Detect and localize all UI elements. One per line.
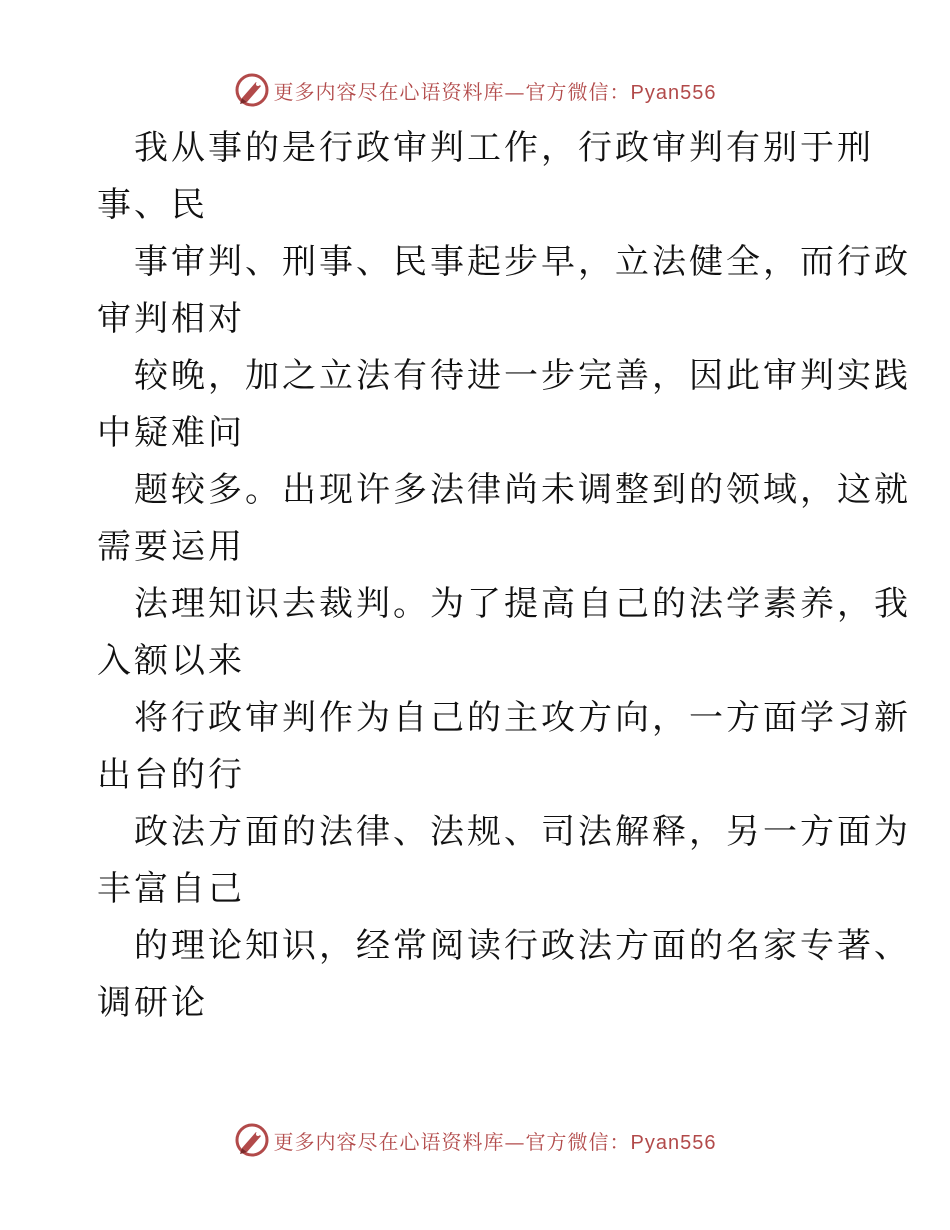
paragraph-line: 较晚，加之立法有待进一步完善，因此审判实践	[134, 356, 911, 396]
paragraph-line-wrap: 入额以来	[97, 641, 245, 681]
paragraph-line: 我从事的是行政审判工作，行政审判有别于刑	[134, 128, 874, 168]
paragraph-line: 的理论知识，经常阅读行政法方面的名家专著、	[134, 926, 911, 966]
paragraph	[97, 120, 874, 234]
paragraph-line-wrap: 需要运用	[97, 527, 245, 567]
paragraph	[97, 576, 911, 690]
paragraph-line-wrap: 出台的行	[97, 755, 245, 795]
pen-logo-icon	[234, 1122, 270, 1158]
paragraph-line: 法理知识去裁判。为了提高自己的法学素养，我	[134, 584, 911, 624]
paragraph	[97, 690, 911, 804]
header-wechat-id: Pyan556	[630, 81, 717, 104]
paragraph-line: 将行政审判作为自己的主攻方向，一方面学习新	[134, 698, 911, 738]
footer-wechat-id: Pyan556	[630, 1131, 717, 1154]
paragraph-line: 事审判、刑事、民事起步早，立法健全，而行政	[134, 242, 911, 282]
paragraph-line: 题较多。出现许多法律尚未调整到的领域，这就	[134, 470, 911, 510]
footer-banner	[0, 1120, 950, 1160]
paragraph-line-wrap: 审判相对	[97, 299, 245, 339]
paragraph-line-wrap: 事、民	[97, 185, 208, 225]
header-banner	[0, 70, 950, 110]
footer-banner-label: 更多内容尽在心语资料库—官方微信：	[273, 1129, 631, 1154]
footer-banner-text	[274, 1126, 717, 1155]
paragraph	[97, 234, 911, 348]
paragraph	[97, 462, 911, 576]
pen-logo-icon	[234, 72, 270, 108]
paragraph-line: 政法方面的法律、法规、司法解释，另一方面为	[134, 812, 911, 852]
paragraph-line-wrap: 调研论	[97, 983, 208, 1023]
paragraph	[97, 918, 911, 1032]
header-banner-text	[274, 76, 717, 105]
paragraph-line-wrap: 丰富自己	[97, 869, 245, 909]
paragraph	[97, 348, 911, 462]
paragraph	[97, 804, 911, 918]
header-banner-label: 更多内容尽在心语资料库—官方微信：	[273, 79, 631, 104]
document-body	[97, 120, 911, 1032]
paragraph-line-wrap: 中疑难问	[97, 413, 245, 453]
